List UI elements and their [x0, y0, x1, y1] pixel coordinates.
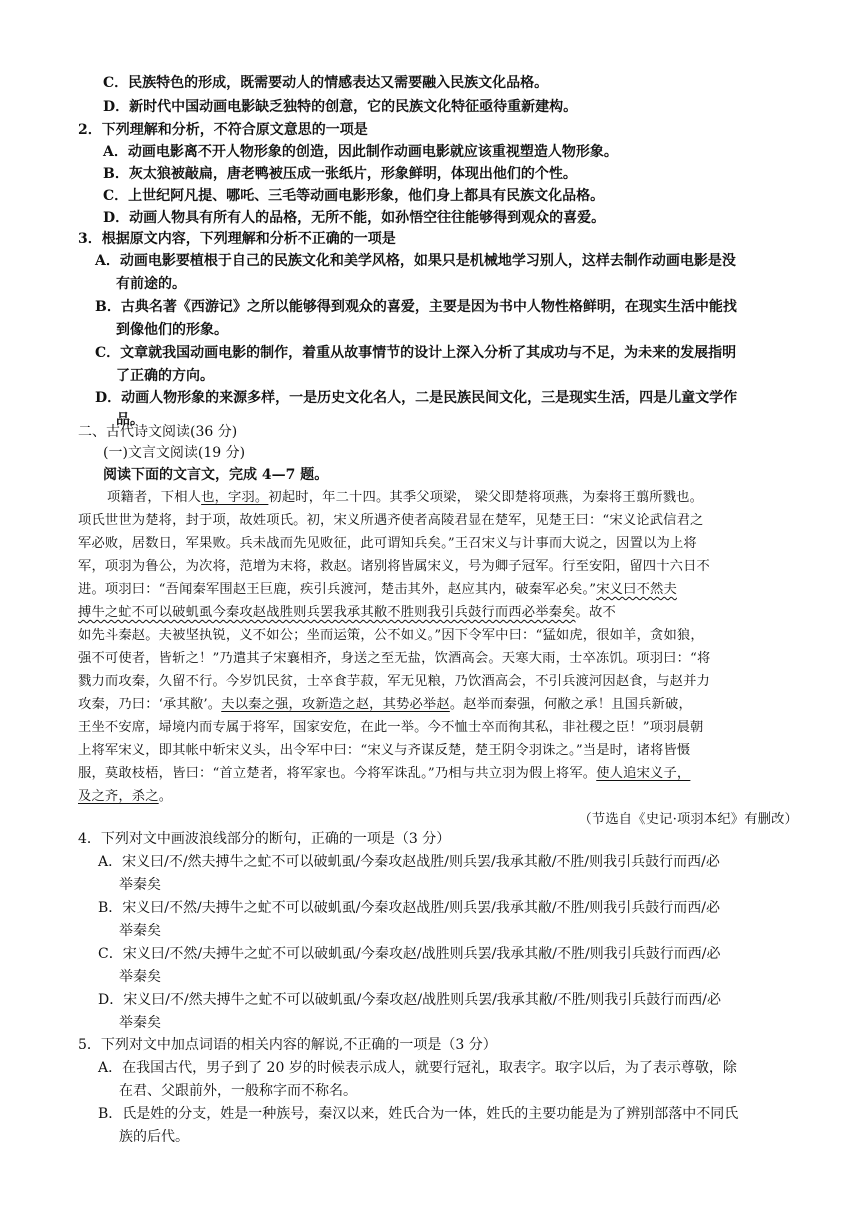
q3-option-a-line1: A．动画电影要植根于自己的民族文化和美学风格，如果只是机械地学习别人，这样去制作动画电影是没: [95, 253, 736, 269]
q1-option-d: D．新时代中国动画电影缺乏独特的创意，它的民族文化特征亟待重新建构。: [103, 99, 578, 115]
passage-line-7: 如先斗秦赵。夫被坚执锐，义不如公；坐而运策，公不如义。”因下令军中曰：“猛如虎，很如羊，贪如狼，: [78, 628, 704, 643]
underlined-sentence: 及之齐，杀之: [78, 789, 159, 804]
q3-stem: 3．根据原文内容，下列理解和分析不正确的一项是: [78, 231, 396, 247]
q5-stem: 5．下列对文中加点词语的相关内容的解说,不正确的一项是（3 分）: [78, 1037, 497, 1053]
q4-option-a-line1: A．宋义曰/不/然夫搏牛之虻不可以破虮虱/今秦攻赵战胜/则兵罢/我承其敝/不胜/则我引兵鼓行而西/必: [98, 854, 720, 870]
q2-option-d: D．动画人物具有所有人的品格，无所不能，如孙悟空往往能够得到观众的喜爱。: [103, 210, 606, 226]
q3-option-c-line1: C．文章就我国动画电影的制作，着重从故事情节的设计上深入分析了其成功与不足，为未来的发展指明: [95, 345, 737, 361]
wavy-underlined-segment: 宋义曰不然夫: [596, 582, 677, 597]
q4-option-b-line2: 举秦矣: [119, 923, 161, 939]
q4-option-d-line2: 举秦矣: [119, 1015, 161, 1031]
q4-stem: 4．下列对文中画波浪线部分的断句，正确的一项是（3 分）: [78, 831, 451, 847]
passage-line-8: 强不可使者，皆斩之！”乃遣其子宋襄相齐，身送之至无盐，饮酒高会。天寒大雨，士卒冻饥。项羽曰：“将: [78, 651, 711, 666]
q1-option-c: C．民族特色的形成，既需要动人的情感表达又需要融入民族文化品格。: [103, 75, 549, 91]
q2-stem: 2．下列理解和分析，不符合原文意思的一项是: [78, 122, 368, 138]
passage-line-10: 攻秦，乃曰：‘承其敝’。夫以秦之强，攻新造之赵，其势必举赵。赵举而秦强，何敝之承！且国兵新破，: [78, 697, 692, 712]
q3-option-b-line2: 到像他们的形象。: [116, 322, 228, 338]
underlined-sentence: 夫以秦之强，攻新造之赵，其势必举赵: [221, 697, 450, 712]
passage-source: （节选自《史记·项羽本纪》有删改）: [578, 812, 798, 827]
q4-option-b-line1: B．宋义曰/不然/夫搏牛之虻不可以破虮虱/今秦攻赵战胜/则兵罢/我承其敝/不胜/则我引兵鼓行而西/必: [98, 900, 721, 916]
q4-option-c-line2: 举秦矣: [119, 969, 161, 985]
q2-option-c: C．上世纪阿凡提、哪吒、三毛等动画电影形象，他们身上都具有民族文化品格。: [103, 188, 605, 204]
passage-line-1: 项籍者，下相人也，字羽。初起时，年二十四。其季父项梁， 梁父即楚将项燕，为秦将王翦所戮也。: [107, 490, 704, 505]
q4-option-a-line2: 举秦矣: [119, 877, 161, 893]
passage-line-13: 服，莫敢枝梧，皆曰：“首立楚者，将军家也。今将军诛乱。”乃相与共立羽为假上将军。使人追宋义子，: [78, 766, 691, 781]
passage-line-6: 搏牛之虻不可以破虮虱今秦攻赵战胜则兵罢我承其敝不胜则我引兵鼓行而西必举秦矣。故不: [78, 605, 616, 620]
q2-option-a: A．动画电影离不开人物形象的创造，因此制作动画电影就应该重视塑造人物形象。: [103, 144, 618, 160]
q3-option-c-line2: 了正确的方向。: [116, 368, 214, 384]
underlined-sentence: 使人追宋义子，: [596, 766, 691, 781]
passage-line-5: 进。项羽曰：“吾闻秦军围赵王巨鹿，疾引兵渡河，楚击其外，赵应其内，破秦军必矣。”宋义曰不然夫: [78, 582, 677, 597]
q3-option-d-line1: D．动画人物形象的来源多样，一是历史文化名人，二是民族民间文化，三是现实生活，四是儿童文学作: [95, 390, 738, 406]
passage-line-3: 军必败，居数日，军果败。兵未战而先见败征，此可谓知兵矣。”王召宋义与计事而大说之，因置以为上将: [78, 536, 697, 551]
q4-option-c-line1: C．宋义曰/不然/夫搏牛之虻不可以破虮虱/今秦攻赵/战胜则兵罢/我承其敝/不胜/则我引兵鼓行而西/必: [98, 946, 721, 962]
passage-line-2: 项氏世世为楚将，封于项，故姓项氏。初，宋义所遇齐使者高陵君显在楚军，见楚王曰：“宋义论武信君之: [78, 513, 704, 528]
passage-line-12: 上将军宋义，即其帐中斩宋义头，出令军中曰：“宋义与齐谋反楚，楚王阴令羽诛之。”当是时，诸将皆慑: [78, 743, 691, 758]
q3-option-a-line2: 有前途的。: [116, 276, 186, 292]
q5-option-b-line1: B．氏是姓的分支，姓是一种族号，秦汉以来，姓氏合为一体，姓氏的主要功能是为了辨别部落中不同氏: [98, 1106, 739, 1122]
q5-option-b-line2: 族的后代。: [119, 1129, 189, 1145]
subsection-title: (一)文言文阅读(19 分): [103, 445, 246, 461]
underlined-phrase: 也，字羽。: [201, 490, 269, 505]
q3-option-d-line2: 品。: [116, 412, 144, 428]
passage-line-11: 王坐不安席，埽境内而专属于将军，国家安危，在此一举。今不恤士卒而徇其私，非社稷之臣！”项羽晨朝: [78, 720, 704, 735]
passage-line-4: 军，项羽为鲁公，为次将，范增为末将，救赵。诸别将皆属宋义，号为卿子冠军。行至安阳，留四十六日不: [78, 559, 711, 574]
section-title: 二、古代诗文阅读(36 分): [78, 424, 238, 440]
q3-option-b-line1: B．古典名著《西游记》之所以能够得到观众的喜爱，主要是因为书中人物性格鲜明，在现实生活中能找: [95, 299, 737, 315]
q5-option-a-line2: 在君、父跟前外，一般称字而不称名。: [119, 1083, 357, 1099]
wavy-underlined-segment: 搏牛之虻不可以破虮虱今秦攻赵战胜则兵罢我承其敝不胜则我引兵鼓行而西必举秦矣: [78, 605, 576, 620]
q5-option-a-line1: A．在我国古代，男子到了 20 岁的时候表示成人，就要行冠礼，取表字。取字以后，为了表示尊敬，除: [98, 1060, 737, 1076]
passage-line-14: 及之齐，杀之。: [78, 789, 173, 804]
q2-option-b: B．灰太狼被敲扁，唐老鸭被压成一张纸片，形象鲜明，体现出他们的个性。: [103, 166, 577, 182]
q4-option-d-line1: D．宋义曰/不/然夫搏牛之虻不可以破虮虱/今秦攻赵/战胜则兵罢/我承其敝/不胜/则我引兵鼓行而西/必: [98, 992, 721, 1008]
reading-instruction: 阅读下面的文言文，完成 4—7 题。: [103, 467, 329, 483]
passage-line-9: 戮力而攻秦，久留不行。今岁饥民贫，士卒食芋菽，军无见粮，乃饮酒高会，不引兵渡河因赵食，与赵并力: [78, 674, 711, 689]
